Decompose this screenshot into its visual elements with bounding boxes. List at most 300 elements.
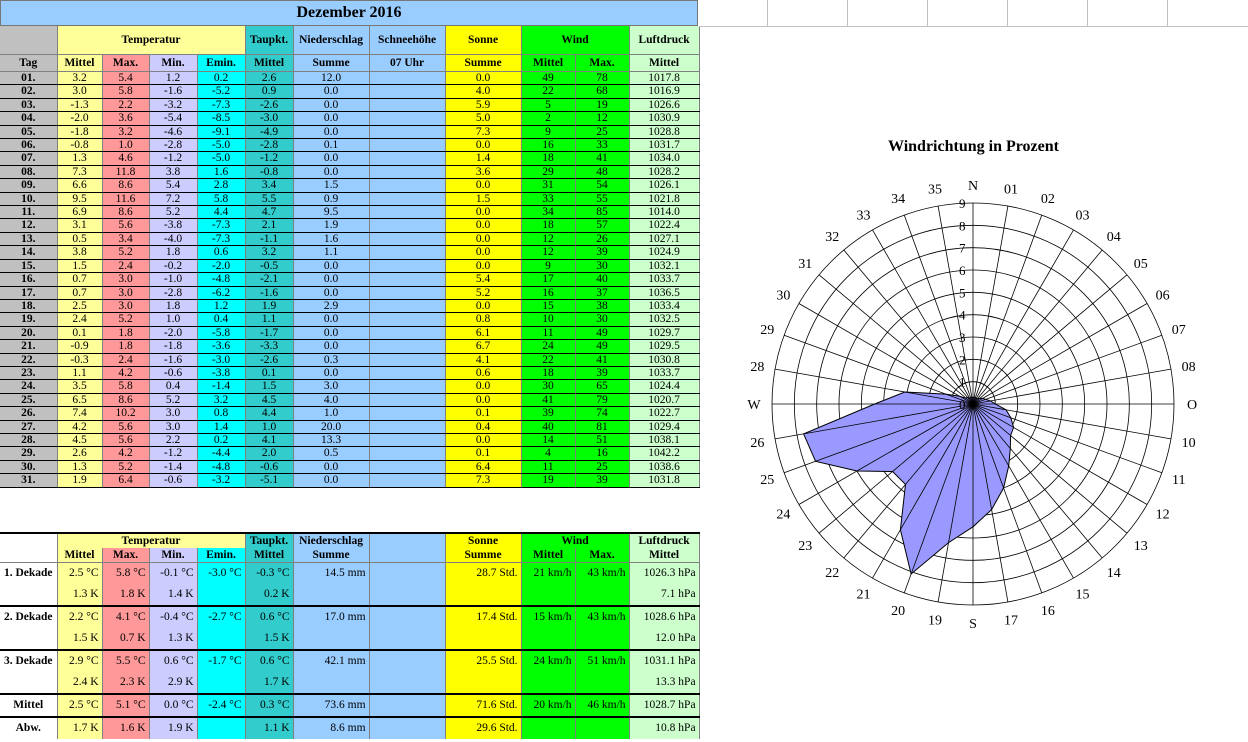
table-row (0, 206, 699, 219)
cell-day: 07. (0, 152, 57, 165)
header-taupkt-mittel: Mittel (245, 55, 293, 72)
cell-niederschlag: 0.0 (293, 340, 369, 353)
summary-cell-schnee (369, 694, 445, 717)
summary-cell-wind-mittel (521, 717, 575, 739)
cell-temp-max: 10.2 (102, 407, 149, 420)
cell-wind-max: 39 (575, 246, 629, 259)
cell-wind-mittel: 12 (521, 232, 575, 245)
cell-temp-min: -4.6 (149, 125, 197, 138)
cell-temp-min: -0.6 (149, 474, 197, 487)
cell-luftdruck: 1024.9 (629, 246, 699, 259)
cell-temp-max: 2.2 (102, 98, 149, 111)
cell-temp-max: 3.0 (102, 286, 149, 299)
table-row (0, 165, 699, 178)
cell-schnee (369, 139, 445, 152)
cell-day: 06. (0, 139, 57, 152)
cell-temp-max: 11.6 (102, 192, 149, 205)
cell-temp-max: 3.0 (102, 299, 149, 312)
cell-schnee (369, 326, 445, 339)
table-row (0, 433, 699, 446)
cell-luftdruck: 1014.0 (629, 206, 699, 219)
summary-rows (0, 563, 699, 740)
direction-label: 10 (1181, 436, 1196, 452)
cell-temp-min: 1.0 (149, 313, 197, 326)
cell-temp-max: 3.0 (102, 273, 149, 286)
summary-header-schnee-empty (369, 548, 445, 563)
cell-niederschlag: 0.0 (293, 259, 369, 272)
cell-taupkt: -5.1 (245, 474, 293, 487)
cell-temp-emin: -8.5 (197, 112, 245, 125)
summary-header-wind-mittel: Mittel (521, 548, 575, 563)
cell-temp-emin: -4.8 (197, 460, 245, 473)
cell-schnee (369, 72, 445, 85)
direction-label: 05 (1133, 257, 1148, 273)
cell-wind-max: 39 (575, 366, 629, 379)
header-wind-mittel: Mittel (521, 55, 575, 72)
summary-cell-niederschlag: 73.6 mm (293, 694, 369, 717)
summary-cell-taupkt: 0.6 °C (245, 650, 293, 672)
summary-cell-temp-max: 4.1 °C (102, 606, 149, 628)
summary-cell-luftdruck: 13.3 hPa (629, 672, 699, 694)
header-luftdruck-mittel: Mittel (629, 55, 699, 72)
summary-row (0, 563, 699, 585)
cell-temp-emin: -3.6 (197, 340, 245, 353)
summary-cell-sonne: 28.7 Std. (445, 563, 521, 585)
header-temp-max: Max. (102, 55, 149, 72)
cell-luftdruck: 1042.2 (629, 447, 699, 460)
cell-temp-mittel: -1.8 (57, 125, 102, 138)
cell-sonne: 0.8 (445, 313, 521, 326)
summary-header-temperatur: Temperatur (57, 533, 245, 548)
cell-taupkt: -1.2 (245, 152, 293, 165)
cell-schnee (369, 474, 445, 487)
cell-wind-mittel: 40 (521, 420, 575, 433)
cell-luftdruck: 1032.5 (629, 313, 699, 326)
cell-temp-min: -1.6 (149, 353, 197, 366)
cell-sonne: 6.1 (445, 326, 521, 339)
cell-luftdruck: 1031.7 (629, 139, 699, 152)
summary-cell-temp-mittel: 2.2 °C (57, 606, 102, 628)
cell-wind-mittel: 9 (521, 259, 575, 272)
cell-taupkt: 1.1 (245, 313, 293, 326)
radial-tick-label: 7 (959, 240, 966, 256)
cell-day: 10. (0, 192, 57, 205)
direction-label: 12 (1155, 507, 1170, 523)
summary-cell-temp-min: -0.4 °C (149, 606, 197, 628)
cell-temp-mittel: -1.3 (57, 98, 102, 111)
cell-schnee (369, 313, 445, 326)
table-row (0, 232, 699, 245)
cell-day: 13. (0, 232, 57, 245)
cell-temp-mittel: 7.4 (57, 407, 102, 420)
cell-niederschlag: 0.0 (293, 366, 369, 379)
summary-header-niederschlag: Niederschlag (293, 533, 369, 548)
summary-cell-temp-mittel: 1.3 K (57, 584, 102, 606)
cell-temp-mittel: 3.1 (57, 219, 102, 232)
cell-wind-mittel: 34 (521, 206, 575, 219)
cell-temp-emin: -5.8 (197, 326, 245, 339)
wind-rose-panel (699, 0, 1248, 742)
cell-temp-emin: 2.8 (197, 179, 245, 192)
cell-schnee (369, 179, 445, 192)
summary-cell-sonne (445, 672, 521, 694)
cell-temp-mittel: 6.6 (57, 179, 102, 192)
table-row (0, 112, 699, 125)
summary-cell-sonne: 17.4 Std. (445, 606, 521, 628)
cell-niederschlag: 0.0 (293, 85, 369, 98)
summary-label (0, 628, 57, 650)
cell-niederschlag: 0.0 (293, 273, 369, 286)
cell-taupkt: 0.1 (245, 366, 293, 379)
summary-cell-luftdruck: 12.0 hPa (629, 628, 699, 650)
cell-temp-max: 5.6 (102, 433, 149, 446)
cell-day: 17. (0, 286, 57, 299)
cell-wind-max: 48 (575, 165, 629, 178)
cell-niederschlag: 0.3 (293, 353, 369, 366)
cell-wind-max: 79 (575, 393, 629, 406)
summary-cell-wind-max: 51 km/h (575, 650, 629, 672)
direction-label: 04 (1106, 230, 1121, 246)
header-niederschlag: Niederschlag (293, 26, 369, 55)
summary-header-temp-mittel: Mittel (57, 548, 102, 563)
cell-niederschlag: 0.5 (293, 447, 369, 460)
cell-niederschlag: 1.6 (293, 232, 369, 245)
cell-day: 08. (0, 165, 57, 178)
summary-header-schnee (369, 533, 445, 548)
cell-wind-mittel: 31 (521, 179, 575, 192)
cell-wind-mittel: 9 (521, 125, 575, 138)
cell-luftdruck: 1033.7 (629, 273, 699, 286)
cell-luftdruck: 1029.5 (629, 340, 699, 353)
cell-luftdruck: 1022.4 (629, 219, 699, 232)
cell-niederschlag: 1.9 (293, 219, 369, 232)
cell-wind-max: 37 (575, 286, 629, 299)
cell-wind-max: 49 (575, 326, 629, 339)
cell-temp-mittel: 3.5 (57, 380, 102, 393)
cell-sonne: 5.9 (445, 98, 521, 111)
summary-cell-wind-mittel (521, 628, 575, 650)
cell-sonne: 5.0 (445, 112, 521, 125)
summary-cell-temp-min: 1.4 K (149, 584, 197, 606)
summary-header-temp-emin: Emin. (197, 548, 245, 563)
cell-day: 31. (0, 474, 57, 487)
cell-temp-emin: 4.4 (197, 206, 245, 219)
cell-schnee (369, 85, 445, 98)
table-row (0, 125, 699, 138)
cell-schnee (369, 366, 445, 379)
summary-cell-temp-emin (197, 584, 245, 606)
cell-taupkt: -0.6 (245, 460, 293, 473)
summary-cell-sonne: 25.5 Std. (445, 650, 521, 672)
summary-cell-sonne: 29.6 Std. (445, 717, 521, 739)
cell-wind-mittel: 18 (521, 219, 575, 232)
cell-temp-mittel: 0.7 (57, 273, 102, 286)
cell-temp-emin: -7.3 (197, 219, 245, 232)
summary-cell-sonne (445, 584, 521, 606)
cell-temp-emin: 0.2 (197, 433, 245, 446)
summary-cell-taupkt: 0.3 °C (245, 694, 293, 717)
cell-day: 20. (0, 326, 57, 339)
cell-temp-max: 1.8 (102, 326, 149, 339)
cell-sonne: 4.1 (445, 353, 521, 366)
cell-temp-mittel: 1.3 (57, 152, 102, 165)
cell-luftdruck: 1034.0 (629, 152, 699, 165)
cell-sonne: 0.4 (445, 420, 521, 433)
header-temperatur: Temperatur (57, 26, 245, 55)
summary-header-luftdruck-mittel: Mittel (629, 548, 699, 563)
direction-label: 33 (856, 208, 871, 224)
direction-label: W (747, 398, 761, 413)
cell-schnee (369, 447, 445, 460)
cell-temp-max: 3.2 (102, 125, 149, 138)
radial-tick-label: 0 (959, 397, 966, 412)
cell-taupkt: 4.1 (245, 433, 293, 446)
summary-cell-wind-max (575, 672, 629, 694)
header-temp-mittel: Mittel (57, 55, 102, 72)
cell-day: 30. (0, 460, 57, 473)
cell-wind-max: 49 (575, 340, 629, 353)
summary-cell-temp-min: 1.3 K (149, 628, 197, 650)
cell-day: 21. (0, 340, 57, 353)
cell-temp-emin: -5.2 (197, 85, 245, 98)
cell-luftdruck: 1026.6 (629, 98, 699, 111)
cell-schnee (369, 407, 445, 420)
table-row (0, 380, 699, 393)
summary-cell-temp-mittel: 1.7 K (57, 717, 102, 739)
cell-sonne: 0.0 (445, 299, 521, 312)
cell-luftdruck: 1038.6 (629, 460, 699, 473)
summary-header-sonne-summe: Summe (445, 548, 521, 563)
summary-row (0, 628, 699, 650)
header-empty (0, 26, 57, 55)
summary-row (0, 606, 699, 628)
cell-sonne: 0.0 (445, 219, 521, 232)
cell-day: 26. (0, 407, 57, 420)
summary-cell-luftdruck: 1031.1 hPa (629, 650, 699, 672)
cell-temp-max: 4.2 (102, 366, 149, 379)
direction-label: 11 (1172, 472, 1186, 488)
cell-niederschlag: 0.0 (293, 460, 369, 473)
cell-wind-mittel: 2 (521, 112, 575, 125)
cell-temp-emin: -7.3 (197, 98, 245, 111)
summary-cell-temp-max: 1.8 K (102, 584, 149, 606)
chart-title: Windrichtung in Prozent (888, 138, 1059, 155)
cell-schnee (369, 125, 445, 138)
table-row (0, 85, 699, 98)
summary-label: 1. Dekade (0, 563, 57, 585)
cell-schnee (369, 286, 445, 299)
summary-cell-temp-min: -0.1 °C (149, 563, 197, 585)
cell-temp-emin: 1.4 (197, 420, 245, 433)
cell-day: 11. (0, 206, 57, 219)
cell-schnee (369, 460, 445, 473)
cell-temp-min: -2.8 (149, 286, 197, 299)
header-taupkt: Taupkt. (245, 26, 293, 55)
direction-label: 24 (776, 507, 791, 523)
header-tag: Tag (0, 55, 57, 72)
cell-wind-max: 68 (575, 85, 629, 98)
cell-schnee (369, 219, 445, 232)
direction-label: 22 (825, 565, 840, 581)
table-row (0, 460, 699, 473)
cell-niederschlag: 1.5 (293, 179, 369, 192)
cell-niederschlag: 0.0 (293, 286, 369, 299)
cell-niederschlag: 12.0 (293, 72, 369, 85)
cell-luftdruck: 1022.7 (629, 407, 699, 420)
radial-tick-label: 4 (959, 307, 966, 323)
cell-wind-max: 81 (575, 420, 629, 433)
direction-label: 20 (891, 603, 906, 619)
cell-wind-mittel: 4 (521, 447, 575, 460)
cell-wind-mittel: 41 (521, 393, 575, 406)
cell-sonne: 6.7 (445, 340, 521, 353)
direction-label: 17 (1004, 613, 1019, 629)
cell-temp-emin: 1.6 (197, 165, 245, 178)
summary-cell-schnee (369, 628, 445, 650)
summary-cell-sonne: 71.6 Std. (445, 694, 521, 717)
cell-taupkt: 0.9 (245, 85, 293, 98)
cell-wind-mittel: 11 (521, 460, 575, 473)
cell-sonne: 1.5 (445, 192, 521, 205)
summary-cell-temp-emin (197, 628, 245, 650)
cell-temp-max: 5.8 (102, 380, 149, 393)
cell-temp-min: -0.2 (149, 259, 197, 272)
month-title: Dezember 2016 (0, 0, 698, 26)
cell-niederschlag: 20.0 (293, 420, 369, 433)
cell-temp-min: -1.8 (149, 340, 197, 353)
cell-temp-emin: 3.2 (197, 393, 245, 406)
cell-niederschlag: 0.0 (293, 125, 369, 138)
cell-wind-max: 85 (575, 206, 629, 219)
direction-label: 23 (798, 538, 813, 554)
cell-temp-min: -3.8 (149, 219, 197, 232)
cell-taupkt: 2.1 (245, 219, 293, 232)
cell-temp-mittel: 3.2 (57, 72, 102, 85)
summary-cell-temp-max: 5.8 °C (102, 563, 149, 585)
cell-luftdruck: 1026.1 (629, 179, 699, 192)
cell-sonne: 7.3 (445, 474, 521, 487)
cell-day: 18. (0, 299, 57, 312)
cell-temp-mittel: -0.8 (57, 139, 102, 152)
cell-temp-mittel: 2.5 (57, 299, 102, 312)
cell-wind-max: 25 (575, 460, 629, 473)
summary-cell-luftdruck: 1026.3 hPa (629, 563, 699, 585)
cell-taupkt: -3.0 (245, 112, 293, 125)
cell-temp-min: 0.4 (149, 380, 197, 393)
radial-tick-label: 5 (959, 285, 966, 301)
summary-cell-niederschlag (293, 672, 369, 694)
cell-temp-min: -2.0 (149, 326, 197, 339)
cell-temp-min: 5.2 (149, 206, 197, 219)
cell-day: 19. (0, 313, 57, 326)
table-row (0, 340, 699, 353)
cell-taupkt: 4.4 (245, 407, 293, 420)
table-row (0, 98, 699, 111)
wind-rose-chart (699, 0, 1248, 742)
cell-wind-mittel: 24 (521, 340, 575, 353)
cell-temp-max: 4.2 (102, 447, 149, 460)
cell-temp-max: 1.8 (102, 340, 149, 353)
direction-label: N (967, 179, 979, 194)
cell-temp-min: 2.2 (149, 433, 197, 446)
cell-sonne: 0.1 (445, 407, 521, 420)
header-sonne: Sonne (445, 26, 521, 55)
cell-schnee (369, 246, 445, 259)
summary-cell-temp-emin (197, 717, 245, 739)
cell-temp-emin: -7.3 (197, 232, 245, 245)
table-row (0, 192, 699, 205)
summary-cell-temp-mittel: 2.5 °C (57, 694, 102, 717)
summary-header-temp-max: Max. (102, 548, 149, 563)
cell-temp-min: 5.4 (149, 179, 197, 192)
cell-schnee (369, 353, 445, 366)
cell-temp-min: -1.0 (149, 273, 197, 286)
radial-tick-label: 9 (959, 196, 966, 211)
summary-cell-wind-mittel (521, 584, 575, 606)
table-row (0, 246, 699, 259)
summary-cell-temp-min: 0.6 °C (149, 650, 197, 672)
summary-cell-niederschlag: 8.6 mm (293, 717, 369, 739)
cell-temp-mittel: 2.4 (57, 313, 102, 326)
cell-temp-max: 3.4 (102, 232, 149, 245)
header-wind-max: Max. (575, 55, 629, 72)
cell-temp-min: -1.6 (149, 85, 197, 98)
cell-schnee (369, 112, 445, 125)
header-temp-emin: Emin. (197, 55, 245, 72)
summary-cell-temp-max: 5.1 °C (102, 694, 149, 717)
cell-sonne: 6.4 (445, 460, 521, 473)
summary-cell-wind-max (575, 584, 629, 606)
summary-cell-niederschlag (293, 584, 369, 606)
summary-label (0, 584, 57, 606)
summary-cell-wind-mittel: 20 km/h (521, 694, 575, 717)
direction-label: 21 (856, 587, 871, 603)
cell-wind-max: 65 (575, 380, 629, 393)
cell-niederschlag: 4.0 (293, 393, 369, 406)
table-row (0, 139, 699, 152)
cell-temp-mittel: 0.5 (57, 232, 102, 245)
cell-taupkt: 3.4 (245, 179, 293, 192)
cell-sonne: 0.0 (445, 206, 521, 219)
cell-wind-max: 51 (575, 433, 629, 446)
cell-schnee (369, 380, 445, 393)
cell-temp-min: 3.0 (149, 420, 197, 433)
cell-niederschlag: 0.0 (293, 326, 369, 339)
cell-luftdruck: 1017.8 (629, 72, 699, 85)
cell-niederschlag: 2.9 (293, 299, 369, 312)
cell-wind-mittel: 33 (521, 192, 575, 205)
cell-wind-max: 30 (575, 313, 629, 326)
cell-temp-min: -3.2 (149, 98, 197, 111)
summary-cell-taupkt: 1.5 K (245, 628, 293, 650)
summary-cell-wind-max: 43 km/h (575, 563, 629, 585)
summary-cell-wind-mittel: 21 km/h (521, 563, 575, 585)
cell-luftdruck: 1032.1 (629, 259, 699, 272)
direction-label: 26 (750, 436, 765, 452)
summary-cell-temp-mittel: 1.5 K (57, 628, 102, 650)
cell-temp-emin: 0.8 (197, 407, 245, 420)
table-row (0, 393, 699, 406)
cell-wind-mittel: 30 (521, 380, 575, 393)
summary-row (0, 584, 699, 606)
cell-luftdruck: 1030.9 (629, 112, 699, 125)
cell-taupkt: -2.6 (245, 353, 293, 366)
cell-temp-mittel: 9.5 (57, 192, 102, 205)
cell-luftdruck: 1029.4 (629, 420, 699, 433)
cell-temp-min: -1.4 (149, 460, 197, 473)
cell-temp-max: 8.6 (102, 179, 149, 192)
radial-tick-label: 8 (959, 218, 966, 234)
